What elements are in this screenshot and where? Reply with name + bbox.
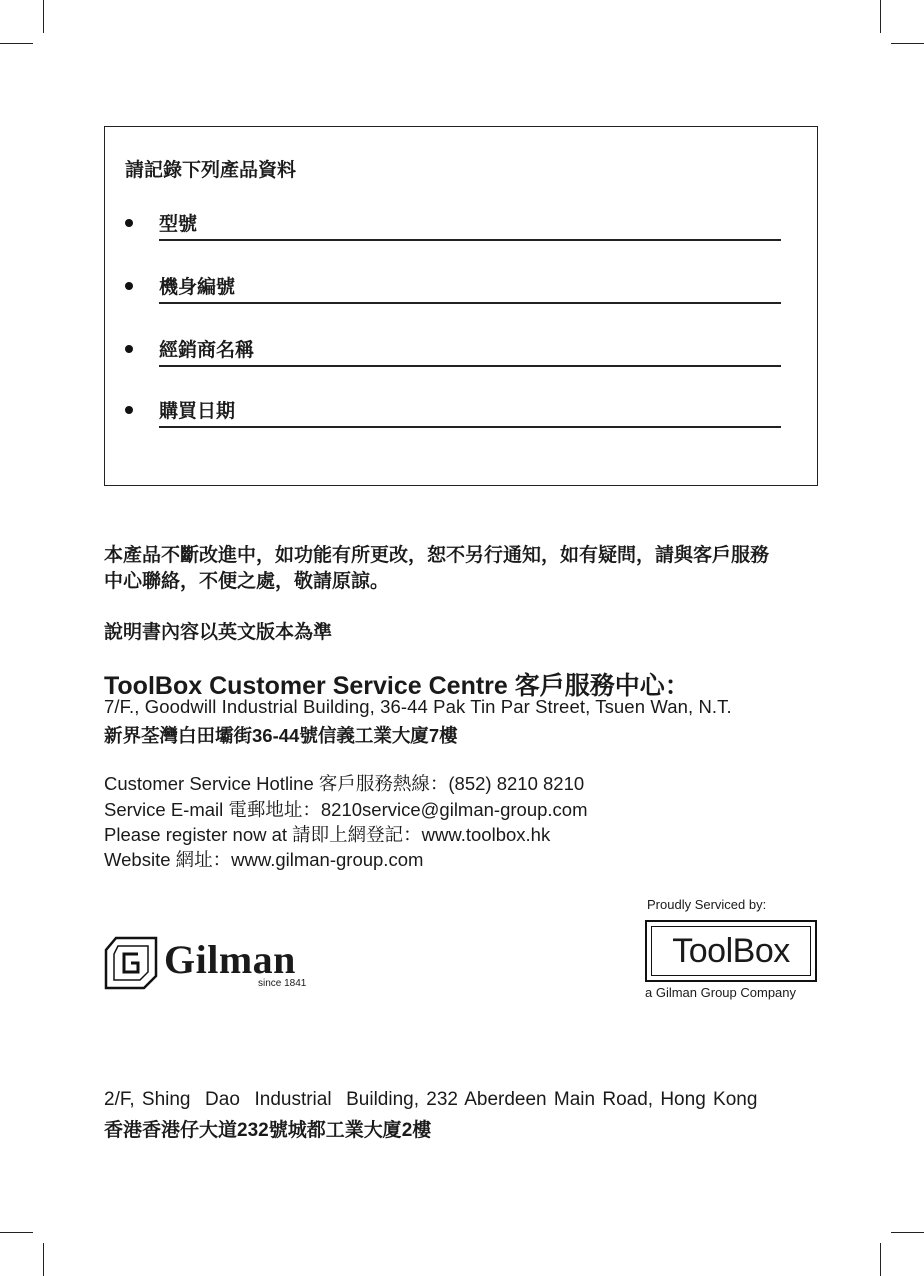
bullet-icon	[125, 282, 133, 290]
write-line[interactable]	[159, 365, 781, 367]
hotline: Customer Service Hotline 客戶服務熱線：(852) 8210 8210	[104, 773, 585, 794]
notice-line-1: 本產品不斷改進中，如功能有所更改，恕不另行通知，如有疑問，請與客戶服務	[104, 545, 770, 566]
product-record-box	[104, 126, 818, 486]
notice-language: 說明書內容以英文版本為準	[104, 622, 333, 643]
footer-address-en: 2/F, Shing Dao Industrial Building, 232 Aberdeen Main Road, Hong Kong	[104, 1089, 758, 1110]
register-link[interactable]: Please register now at 請即上網登記：www.toolbox.hk	[104, 824, 551, 845]
crop-mark	[880, 1243, 881, 1276]
field-purchase-date	[105, 392, 817, 432]
footer-address-zh: 香港香港仔大道232號城都工業大廈2樓	[104, 1120, 432, 1141]
service-address-en: 7/F., Goodwill Industrial Building, 36-44 Pak Tin Par Street, Tsuen Wan, N.T.	[104, 696, 732, 717]
website-link[interactable]: Website 網址：www.gilman-group.com	[104, 849, 424, 870]
gilman-logo	[104, 936, 324, 996]
form-title: 請記錄下列產品資料	[125, 160, 297, 181]
toolbox-tagline: a Gilman Group Company	[645, 985, 797, 1000]
gilman-emblem-icon	[104, 936, 158, 990]
field-dealer	[105, 331, 817, 371]
crop-mark	[891, 1232, 924, 1233]
bullet-icon	[125, 219, 133, 227]
write-line[interactable]	[159, 239, 781, 241]
bullet-icon	[125, 345, 133, 353]
gilman-wordmark: Gilman	[164, 937, 296, 982]
toolbox-wordmark: ToolBox	[651, 926, 811, 976]
bullet-icon	[125, 406, 133, 414]
field-label: 經銷商名稱	[159, 340, 255, 361]
proudly-serviced-label: Proudly Serviced by:	[647, 897, 767, 912]
gilman-since: since 1841	[258, 978, 307, 989]
notice-line-2: 中心聯絡，不便之處，敬請原諒。	[104, 571, 390, 592]
field-model	[105, 205, 817, 245]
crop-mark	[0, 43, 33, 44]
service-centre-heading: ToolBox Customer Service Centre 客戶服務中心：	[104, 672, 690, 700]
field-serial	[105, 268, 817, 308]
field-label: 型號	[159, 214, 198, 235]
crop-mark	[43, 0, 44, 33]
service-address-zh: 新界荃灣白田壩街36-44號信義工業大廈7樓	[104, 725, 458, 746]
crop-mark	[880, 0, 881, 33]
write-line[interactable]	[159, 426, 781, 428]
crop-mark	[891, 43, 924, 44]
toolbox-logo	[645, 920, 817, 982]
crop-mark	[43, 1243, 44, 1276]
write-line[interactable]	[159, 302, 781, 304]
service-email[interactable]: Service E-mail 電郵地址：8210service@gilman-group.com	[104, 799, 588, 820]
crop-mark	[0, 1232, 33, 1233]
field-label: 購買日期	[159, 401, 236, 422]
field-label: 機身編號	[159, 277, 236, 298]
